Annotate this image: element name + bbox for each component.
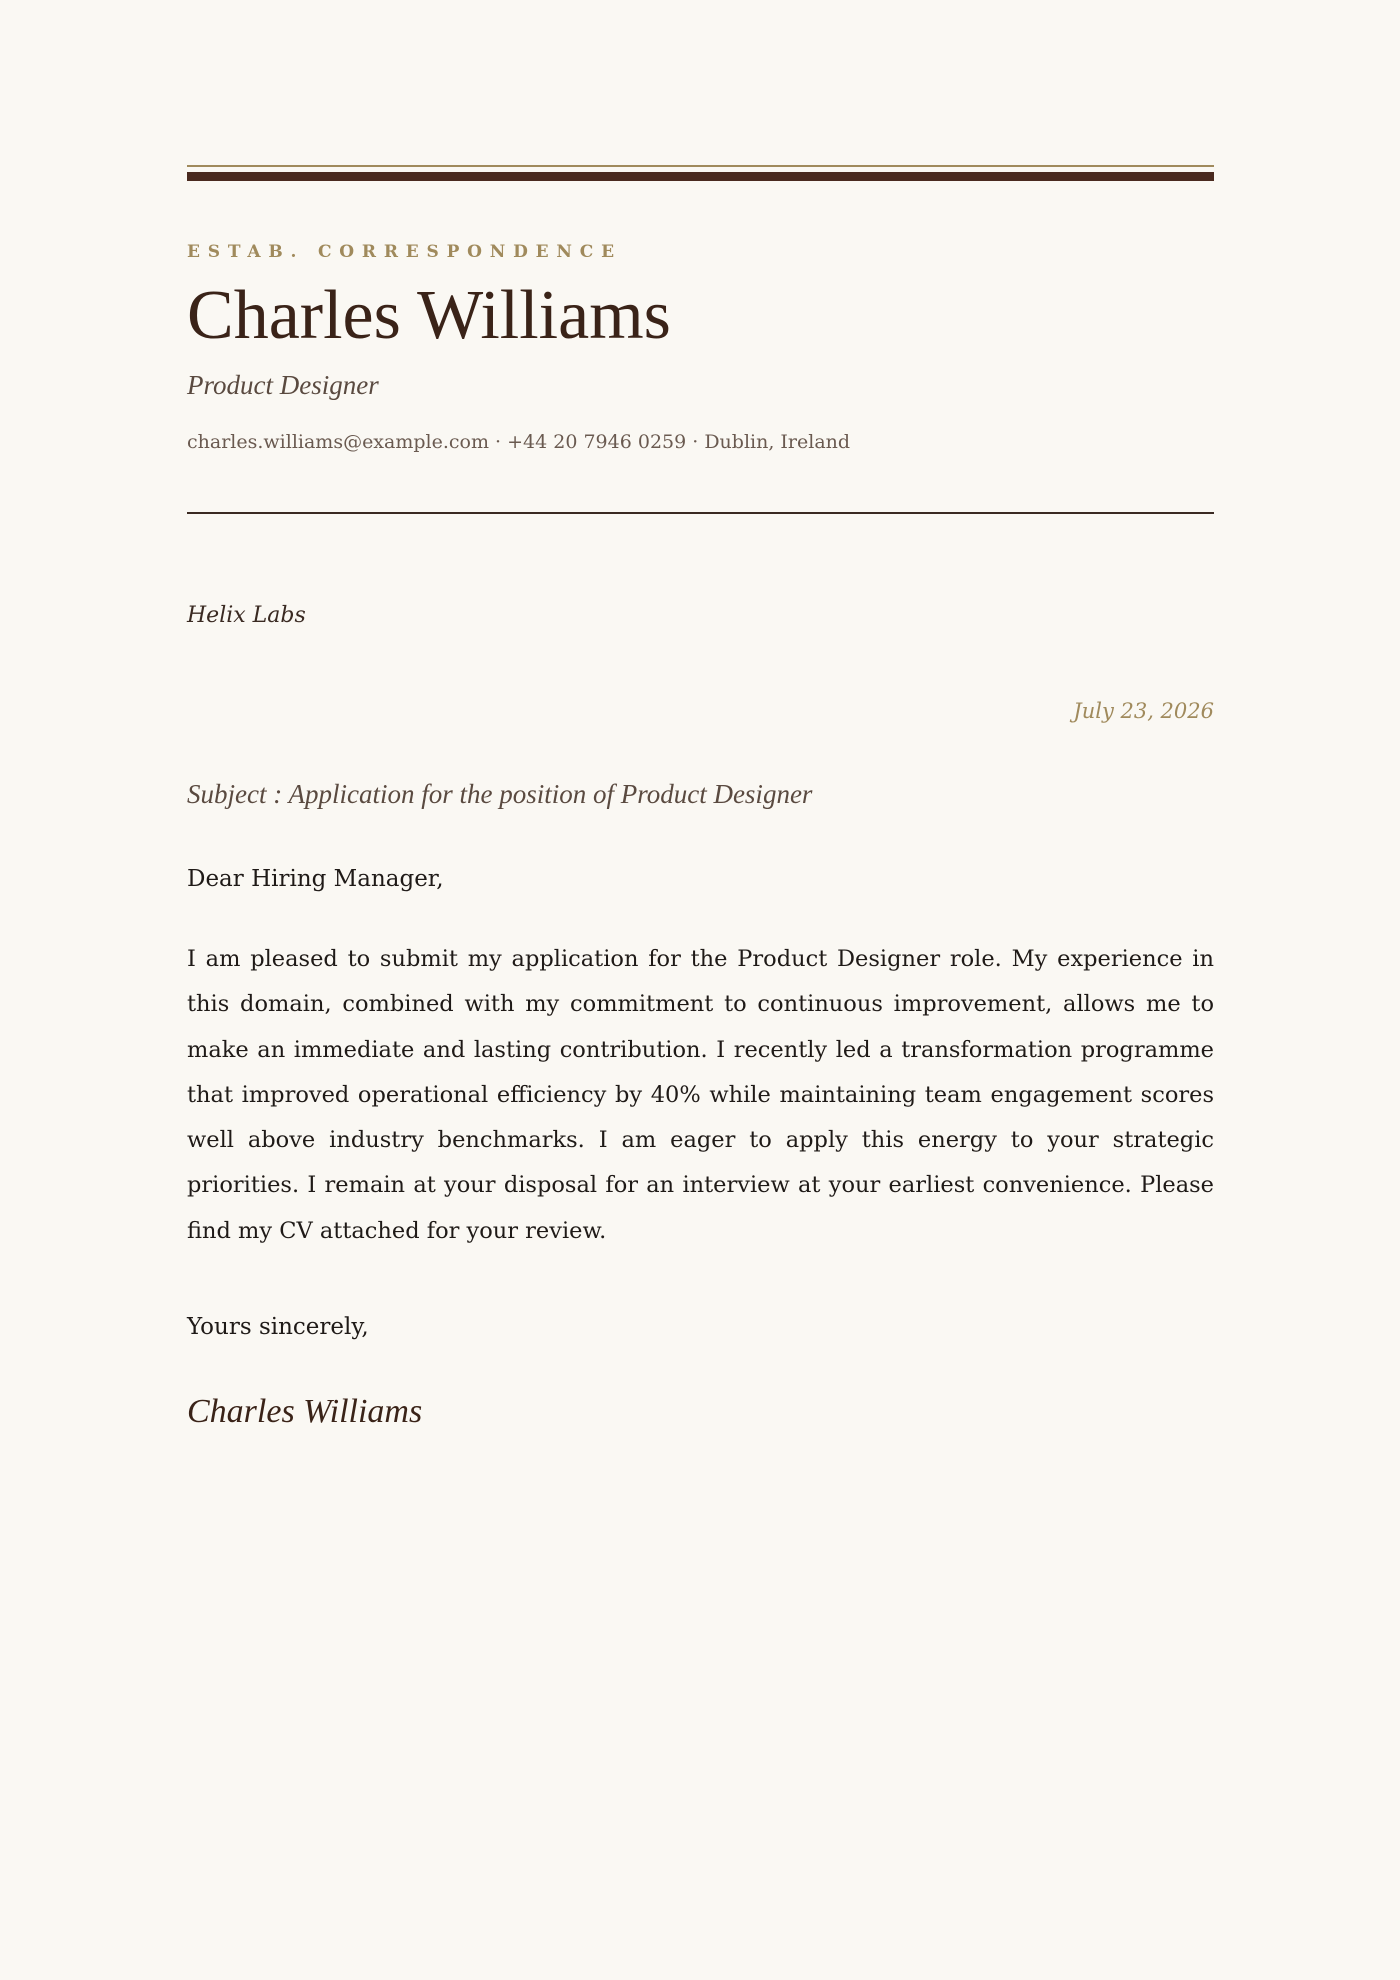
header-rule-thin: [187, 165, 1214, 167]
letter-subject: Subject : Application for the position of Product Designer: [187, 779, 813, 809]
recipient-company: Helix Labs: [187, 603, 306, 628]
letter-body: I am pleased to submit my application for the Product Designer role. My experience in this domain, combined with my commitment to continuous improvement, allows me to make an immediate and lasting contribution. I recently led a transformation programme that improved operational efficiency by 40% while maintaining team engagement scores well above industry benchmarks. I am eager to apply this energy to your strategic priorities. I remain at your disposal for an interview at your earliest convenience. Please find my CV attached for your review.: [187, 946, 1214, 1244]
letter-date: July 23, 2026: [1073, 699, 1214, 723]
letter-salutation: Dear Hiring Manager,: [187, 866, 444, 892]
letter-page: [187, 0, 1214, 1980]
letter-closing: Yours sincerely,: [187, 1314, 369, 1340]
header-divider: [187, 512, 1214, 514]
sender-contact: charles.williams@example.com · +44 20 7946 0259 · Dublin, Ireland: [187, 431, 851, 453]
letterhead-tagline: ESTAB. CORRESPONDENCE: [187, 242, 622, 262]
header-rule-thick: [187, 172, 1214, 181]
sender-role: Product Designer: [187, 370, 379, 400]
sender-name: Charles Williams: [187, 277, 671, 354]
letter-signature: Charles Williams: [187, 1393, 423, 1430]
